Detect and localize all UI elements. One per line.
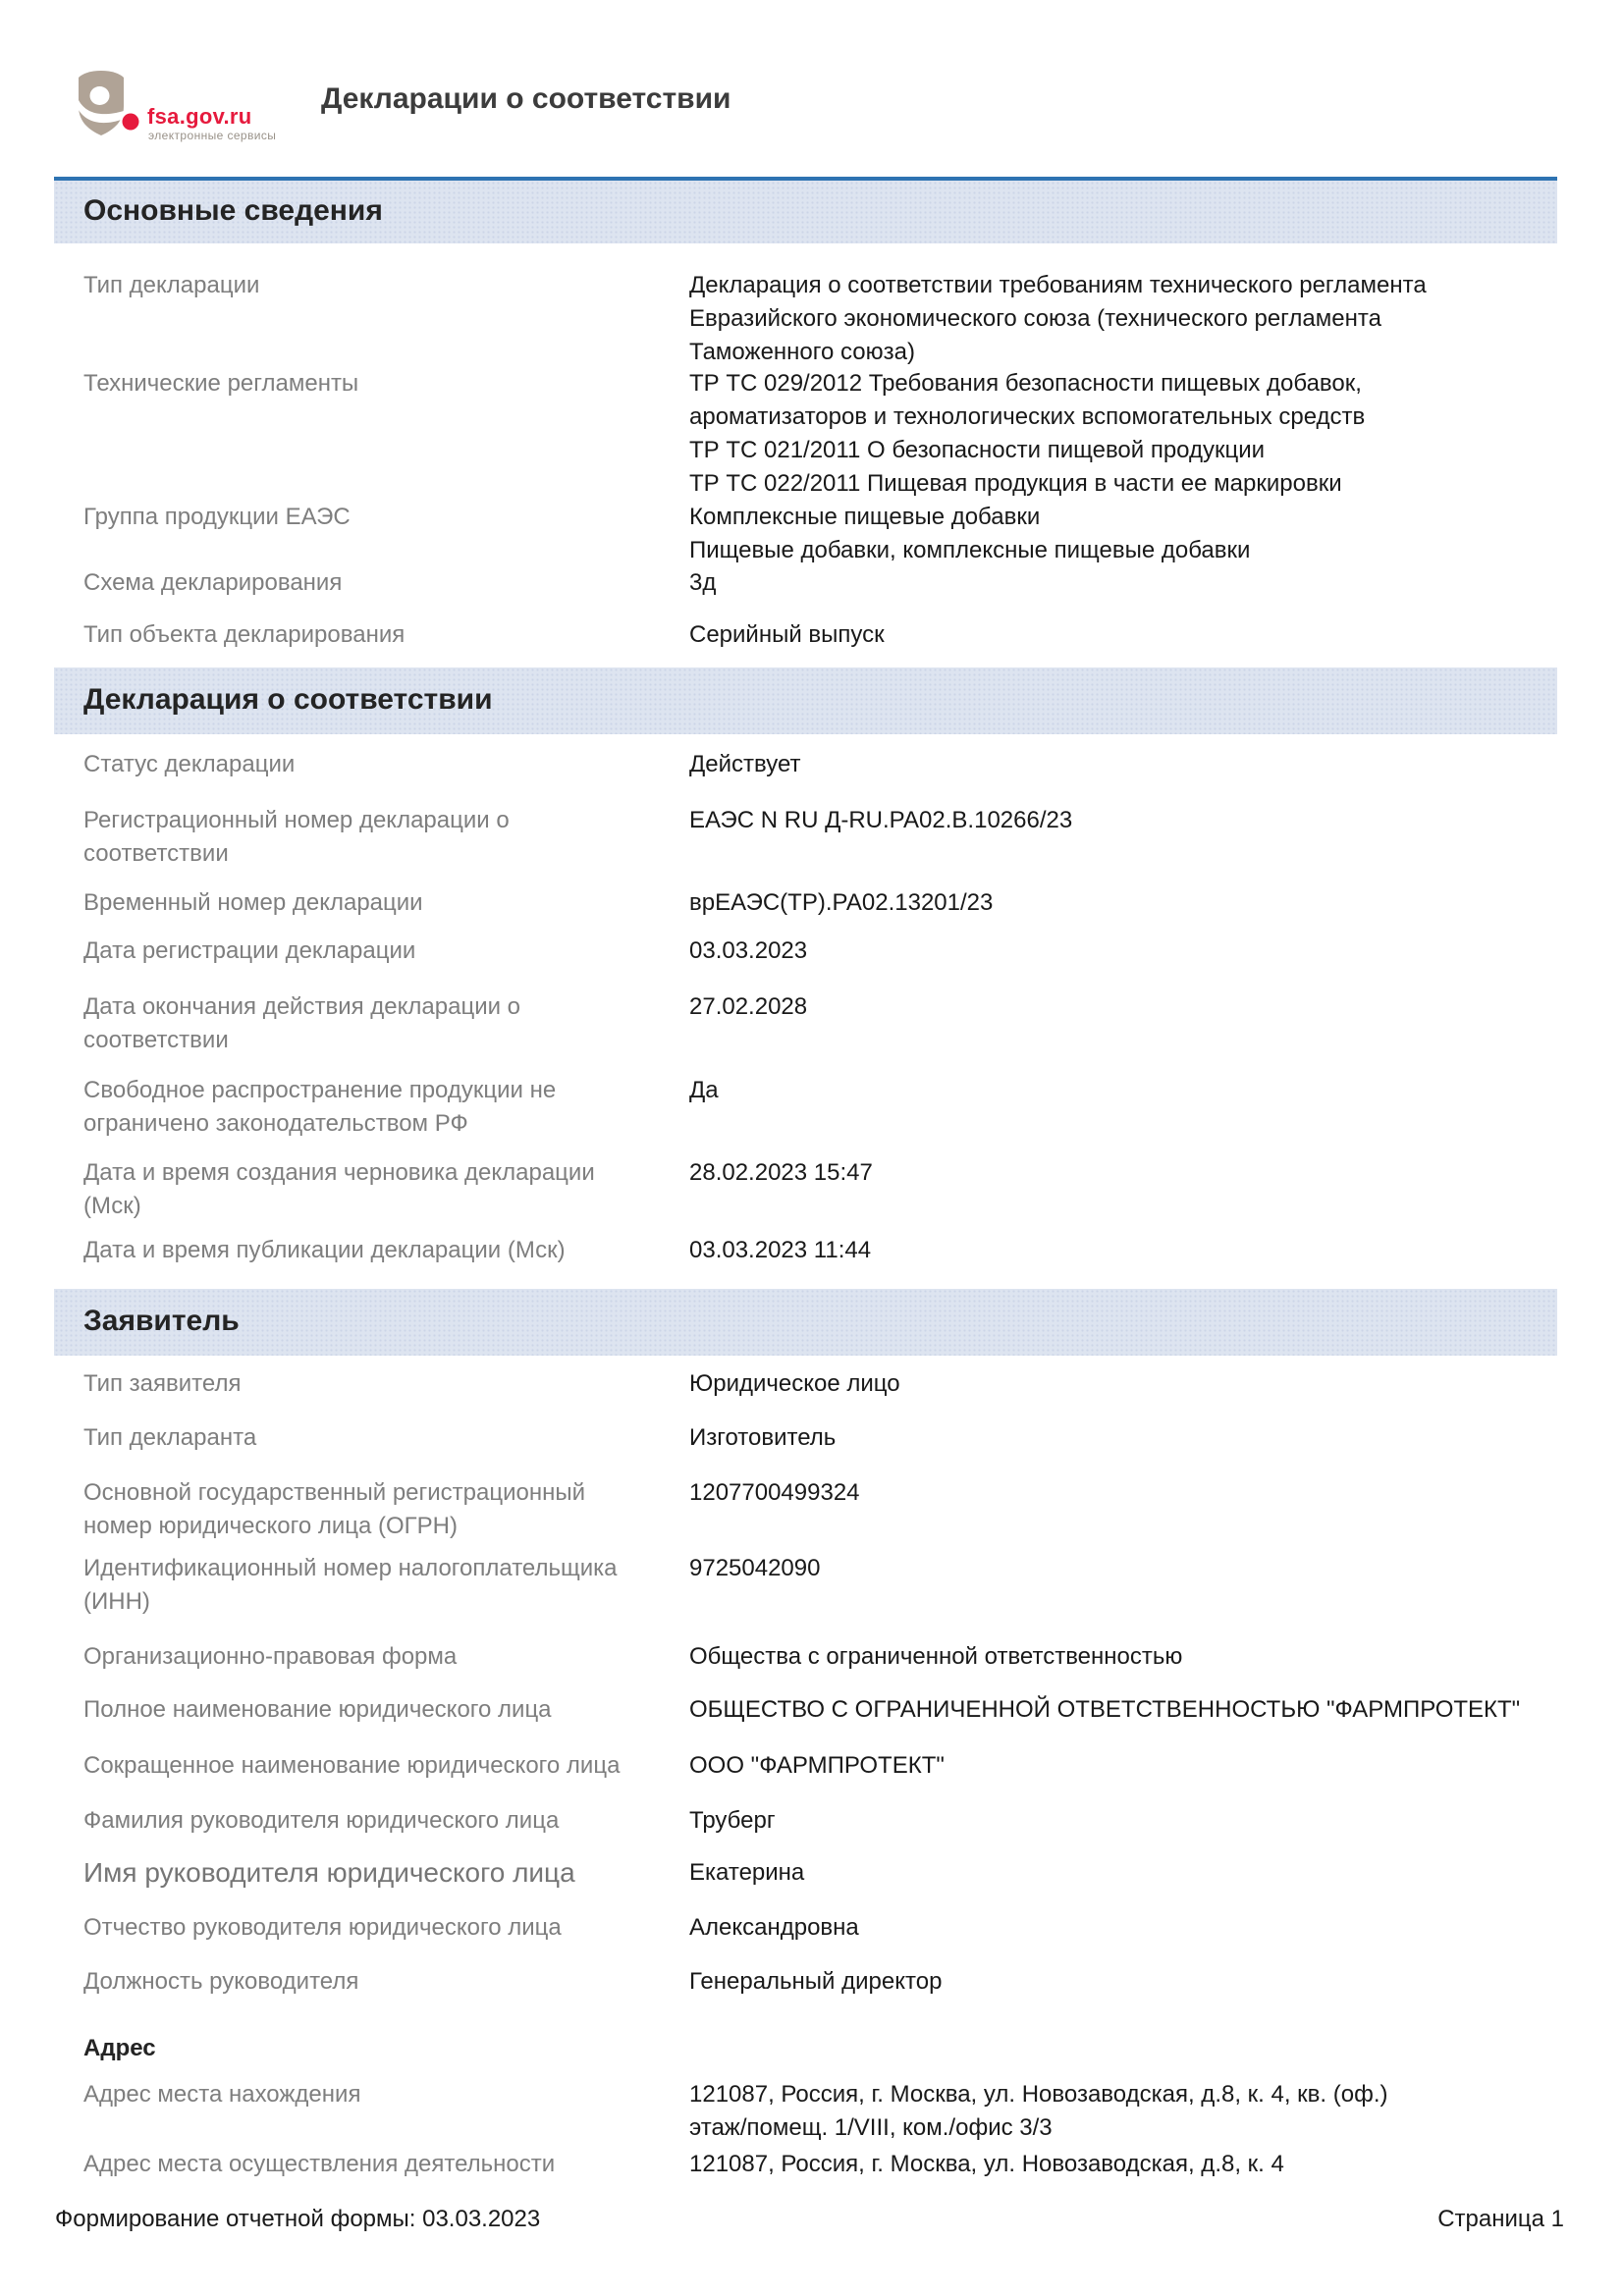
field-value: 9725042090 bbox=[689, 1555, 821, 1581]
page-title: Декларации о соответствии bbox=[321, 82, 731, 115]
field-label: Тип объекта декларирования bbox=[83, 621, 406, 648]
field-label: Статус декларации bbox=[83, 751, 296, 777]
field-row-object-type bbox=[0, 618, 1623, 652]
field-row-draft-datetime bbox=[0, 1156, 1623, 1219]
field-label: Должность руководителя bbox=[83, 1968, 359, 1995]
field-value: Серийный выпуск bbox=[689, 621, 885, 648]
field-value: 1207700499324 bbox=[689, 1479, 860, 1506]
field-value: ООО "ФАРМПРОТЕКТ" bbox=[689, 1752, 945, 1779]
field-value: Юридическое лицо bbox=[689, 1370, 900, 1397]
field-label: Дата и время публикации декларации (Мск) bbox=[83, 1237, 566, 1263]
section-band-applicant bbox=[54, 1289, 1557, 1356]
field-value: ТР ТС 029/2012 Требования безопасности пищевых добавок, ароматизаторов и технологических вспомогательных средств ТР ТС 021/2011 О безопасности пищевой продукции ТР ТС 022/2011 Пищевая продукция в части ее маркировки bbox=[689, 370, 1366, 497]
field-label: Регистрационный номер декларации о соответствии bbox=[83, 807, 510, 867]
field-value: 121087, Россия, г. Москва, ул. Новозаводская, д.8, к. 4, кв. (оф.) этаж/помещ. 1/VIII, ком./офис 3/3 bbox=[689, 2081, 1388, 2141]
field-row-product-group bbox=[0, 501, 1623, 563]
field-label: Временный номер декларации bbox=[83, 889, 423, 916]
field-label: Схема декларирования bbox=[83, 569, 343, 596]
field-value: врЕАЭС(ТР).РА02.13201/23 bbox=[689, 889, 994, 916]
field-row-ogrn bbox=[0, 1476, 1623, 1539]
field-row-technical-regulations bbox=[0, 367, 1623, 497]
fsa-tagline: электронные сервисы bbox=[148, 129, 277, 142]
field-value: Екатерина bbox=[689, 1859, 805, 1886]
field-row-short-name bbox=[0, 1749, 1623, 1783]
field-value: 121087, Россия, г. Москва, ул. Новозаводская, д.8, к. 4 bbox=[689, 2151, 1284, 2177]
field-row-applicant-type bbox=[0, 1367, 1623, 1401]
field-value: 3д bbox=[689, 569, 717, 596]
field-label: Имя руководителя юридического лица bbox=[83, 1857, 575, 1888]
field-label: Сокращенное наименование юридического лица bbox=[83, 1752, 621, 1779]
field-value: 03.03.2023 bbox=[689, 937, 808, 964]
field-value: Общества с ограниченной ответственностью bbox=[689, 1643, 1183, 1670]
field-value: Изготовитель bbox=[689, 1424, 837, 1451]
field-row-activity-address bbox=[0, 2148, 1623, 2181]
field-row-full-name bbox=[0, 1693, 1623, 1727]
field-value: Декларация о соответствии требованиям технического регламента Евразийского экономического союза (технического регламента Таможенного союза) bbox=[689, 272, 1427, 365]
field-row-head-position bbox=[0, 1965, 1623, 1999]
field-label: Тип заявителя bbox=[83, 1370, 242, 1397]
field-value: Труберг bbox=[689, 1807, 776, 1834]
fsa-logo-icon bbox=[79, 71, 139, 135]
field-label: Идентификационный номер налогоплательщика (ИНН) bbox=[83, 1555, 618, 1615]
field-value: ОБЩЕСТВО С ОГРАНИЧЕННОЙ ОТВЕТСТВЕННОСТЬЮ "ФАРМПРОТЕКТ" bbox=[689, 1696, 1521, 1723]
field-label: Свободное распространение продукции не ограничено законодательством РФ bbox=[83, 1077, 557, 1137]
field-label: Дата окончания действия декларации о соответствии bbox=[83, 993, 521, 1053]
field-label: Организационно-правовая форма bbox=[83, 1643, 458, 1670]
address-subheader: Адрес bbox=[83, 2035, 156, 2061]
field-label: Фамилия руководителя юридического лица bbox=[83, 1807, 560, 1834]
field-row-inn bbox=[0, 1552, 1623, 1615]
field-row-temporary-number bbox=[0, 886, 1623, 920]
field-value: 03.03.2023 11:44 bbox=[689, 1237, 872, 1263]
field-row-declarant-type bbox=[0, 1421, 1623, 1455]
report-generation-date: Формирование отчетной формы: 03.03.2023 bbox=[55, 2206, 541, 2232]
field-row-status bbox=[0, 748, 1623, 781]
field-row-head-patronymic bbox=[0, 1911, 1623, 1945]
field-label: Технические регламенты bbox=[83, 370, 359, 397]
field-label: Адрес места осуществления деятельности bbox=[83, 2151, 556, 2177]
field-label: Полное наименование юридического лица bbox=[83, 1696, 552, 1723]
field-row-head-surname bbox=[0, 1804, 1623, 1838]
section-band-main-info bbox=[54, 177, 1557, 243]
section-title-main-info: Основные сведения bbox=[83, 194, 383, 227]
field-label: Группа продукции ЕАЭС bbox=[83, 504, 351, 530]
fsa-site-label: fsa.gov.ru bbox=[147, 104, 252, 129]
field-label: Дата и время создания черновика декларации (Мск) bbox=[83, 1159, 595, 1219]
field-row-declaration-type bbox=[0, 269, 1623, 365]
field-row-declaration-scheme bbox=[0, 566, 1623, 600]
address-subheader-row bbox=[0, 2032, 1623, 2065]
field-row-legal-form bbox=[0, 1640, 1623, 1674]
field-row-registration-number bbox=[0, 804, 1623, 867]
field-value: Комплексные пищевые добавки Пищевые добавки, комплексные пищевые добавки bbox=[689, 504, 1251, 563]
field-label: Отчество руководителя юридического лица bbox=[83, 1914, 562, 1941]
field-value: Александровна bbox=[689, 1914, 859, 1941]
field-label: Адрес места нахождения bbox=[83, 2081, 361, 2108]
field-label: Дата регистрации декларации bbox=[83, 937, 416, 964]
field-row-free-distribution bbox=[0, 1074, 1623, 1137]
field-label: Тип декларации bbox=[83, 272, 260, 298]
field-value: 28.02.2023 15:47 bbox=[689, 1159, 873, 1186]
section-title-declaration: Декларация о соответствии bbox=[83, 683, 493, 716]
field-row-location-address bbox=[0, 2078, 1623, 2141]
field-row-registration-date bbox=[0, 934, 1623, 968]
field-value: 27.02.2028 bbox=[689, 993, 808, 1020]
field-label: Основной государственный регистрационный номер юридического лица (ОГРН) bbox=[83, 1479, 586, 1539]
field-row-publication-datetime bbox=[0, 1234, 1623, 1267]
field-row-head-firstname bbox=[0, 1856, 1623, 1890]
section-title-applicant: Заявитель bbox=[83, 1305, 240, 1337]
field-row-expiry-date bbox=[0, 990, 1623, 1053]
field-value: Генеральный директор bbox=[689, 1968, 943, 1995]
field-value: Действует bbox=[689, 751, 801, 777]
field-value: Да bbox=[689, 1077, 719, 1103]
field-label: Тип декларанта bbox=[83, 1424, 257, 1451]
field-value: ЕАЭС N RU Д-RU.РА02.В.10266/23 bbox=[689, 807, 1073, 833]
section-band-declaration bbox=[54, 667, 1557, 734]
page-number: Страница 1 bbox=[1437, 2206, 1564, 2232]
